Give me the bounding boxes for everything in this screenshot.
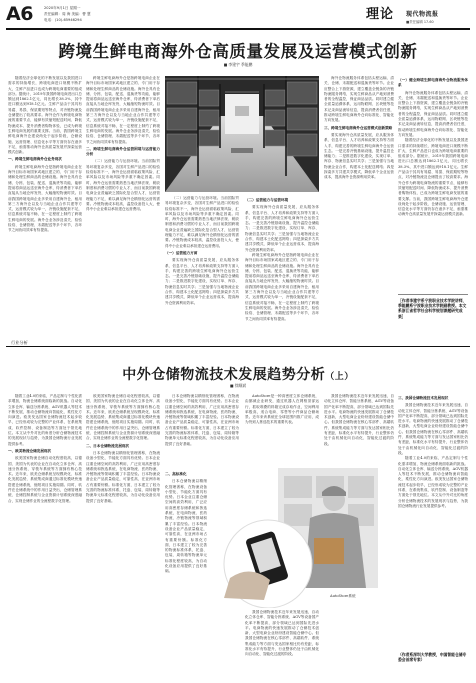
article1-paragraph: 海外仓物流服务体系包括头程运输、清关、仓储、末端配送和退换货等环节。企业应整合上下游资源，建立覆盖全链条的冷链物流服务网络，实现生鲜商品从产地到消费者的全程温控，保证商品品质。同时建立健全质量追溯体系，运用物联网、区块链等技术记录商品流转信息，提高消费者信任度，推动跨境生鲜电商海外仓向标准化、智能化方向发展。 — [398, 90, 468, 137]
article1-byline: ■ 李建宇 季能鹏 — [223, 62, 253, 67]
section-divider — [6, 346, 470, 347]
article1-paragraph: 要实现海外仓高质量发展，应从服务体系、信息平台、人才培养和政策支持等方面入手，构建完善的跨境生鲜电商海外仓运营生态。一是完善冷链基础设施，提升温控仓储能力；二是推进数字化建设，实现订单、库存、物流信息实时共享；三是加强与当地物流企业合作，构建本土化配送网络；四是探索多方共建共享模式，降低单个企业运营成本，提高海外仓资源利用效率。 — [165, 258, 239, 305]
article2-paragraph: 日本仓储物流以精细化管理著称，在物流设备小型化、节能化方面具有优势。日本企业注重仓储空间的高效利用，广泛应用高密度存储系统和拣选系统，在电商物流、医药物流、冷链物流等领域积累了丰富经验。日本物流设备企业产品质量稳定，可靠性高，在亚洲市场占有重要份额。标准化方面，日本建立了较为完善的物流标准体系，托盘、包装、周转箱等物流单元标准化程度较高，为自动化设备应用提供了良好基础。 — [86, 450, 160, 503]
article2-paragraph: 欧美国家物流仓储自动化程度较高，以德国、美国为代表的企业在自动化立体仓库、高速分拣系统、穿梭车系统等方面拥有核心技术。近年来，欧美仓储系统呈现模块化、标准化发展趋势，系统集成商通过标准化模块快速搭建仓储系统，缩短项目实施周期。同时，软件在仓储系统中的作用日益突出，仓储管理系统、仓储控制系统与企业资源计划系统深度融合，实现仓储作业的全流程数字化管理。 — [8, 456, 82, 503]
article1-paragraph: 海外仓物流服务体系包括头程运输、清关、仓储、末端配送和退换货等环节。企业应整合上下游资源，建立覆盖全链条的冷链物流服务网络，实现生鲜商品从产地到消费者的全程温控，保证商品品质。同时建立健全质量追溯体系，运用物联网、区块链等技术记录商品流转信息，提高消费者信任度，推动跨境生鲜电商海外仓向标准化、智能化方向发展。 — [324, 76, 394, 123]
masthead-rule — [6, 28, 470, 30]
article2-paragraph: 日本仓储物流以精细化管理著称，在物流设备小型化、节能化方面具有优势。日本企业注重仓储空间的高效利用，广泛应用高密度存储系统和拣选系统，在电商物流、医药物流、冷链物流等领域积累了丰富经验。日本物流设备企业产品质量稳定，可靠性高，在亚洲市场占有重要份额。标准化方面，日本建立了较为完善的物流标准体系，托盘、包装、周转箱等物流单元标准化程度较高，为自动化设备应用提供了良好基础。 — [165, 394, 239, 446]
article2-paragraph: 欧美国家物流仓储自动化程度较高，以德国、美国为代表的企业在自动化立体仓库、高速分拣系统、穿梭车系统等方面拥有核心技术。近年来，欧美仓储系统呈现模块化、标准化发展趋势，系统集成商通过标准化模块快速搭建仓储系统，缩短项目实施周期。同时，软件在仓储系统中的作用日益突出，仓储管理系统、仓储控制系统与企业资源计划系统深度融合，实现仓储作业的全流程数字化管理。 — [86, 394, 160, 441]
article1-column-6 — [398, 76, 468, 290]
article1-column-3 — [165, 196, 239, 338]
article2-paragraph: 随着工业4.0的来临，产品定制与个性化需求增加，物流仓储系统面临新的挑战。自动化立体仓库、输送分拣系统、AGV机器人等技术不断发展，推动仓储物流向智能化、柔性化方向演进。欧美发达国家仓储物流技术起步较早，已经形成较为完整的产业体系，在系统集成、软件控制、设备制造等方面处于领先地位。本文从中外对比的角度分析仓储物流技术的发展现状与趋势，为我国仓储物流行业发展提供参考。 — [398, 456, 468, 508]
issue-date: 2020年9月1日 星期一 — [44, 6, 81, 10]
article1-subhead: 二、跨境生鲜电商海外仓运营困境与运营能力分析 — [86, 146, 160, 157]
section-tag: 行业分析 — [8, 340, 31, 346]
article2-column-4 — [245, 394, 319, 466]
article1-subhead: 三、跨境生鲜电商海外仓运营模式创新策略 — [324, 125, 393, 130]
article1-paragraph: （二）运营能力与运营环境。当前国际贸易环境复杂多变，各国对生鲜产品进口的检验检疫标准不一，海外仓运营面临政策风险、汇率风险以及市场风险等多重不确定因素。同时，海外仓运营需要熟悉当地法律法规、税收制度和消费习惯的专业人才，而目前我国跨境电商企业普遍缺乏国际化复合型人才，运营管理能力不足，难以满足海外仓精细化运营的需要。冷链物流成本较高，温控设备投入大，使得中小企业难以承担建仓运营费用。 — [86, 159, 160, 212]
article1-paragraph: 要实现海外仓高质量发展，应从服务体系、信息平台、人才培养和政策支持等方面入手，构建完善的跨境生鲜电商海外仓运营生态。一是完善冷链基础设施，提升温控仓储能力；二是推进数字化建设，实现订单、库存、物流信息实时共享；三是加强与当地物流企业合作，构建本土化配送网络；四是探索多方共建共享模式，降低单个企业运营成本，提高海外仓资源利用效率。 — [245, 205, 319, 252]
article2-column-5 — [324, 394, 394, 466]
article1-paragraph: 跨境生鲜电商海外仓是指跨境电商企业在海外目标市场国家或地区建立的、专门用于存储和处理生鲜商品的仓储设施。海外仓具有仓储、分拣、包装、配送、退换货等功能，能够提前将商品运送至海外仓库，待消费者下单后直接从当地仓库发货，大幅缩短物流时效。目前我国跨境电商企业多采用自建海外仓、租用第三方海外仓以及与当地企业合作共建等方式，运营模式较为单一，冷链设施配套不足，信息系统对接不畅，在一定程度上制约了跨境生鲜电商的发展。海外仓业务涉及清关、检验检疫、仓储管理、末端配送等多个环节，各环节之间协同效率有待提高。 — [86, 76, 160, 144]
article1-paragraph: 跨境生鲜电商海外仓是指跨境电商企业在海外目标市场国家或地区建立的、专门用于存储和处理生鲜商品的仓储设施。海外仓具有仓储、分拣、包装、配送、退换货等功能，能够提前将商品运送至海外仓库，待消费者下单后直接从当地仓库发货，大幅缩短物流时效。目前我国跨境电商企业多采用自建海外仓、租用第三方海外仓以及与当地企业合作共建等方式，运营模式较为单一，冷链设施配套不足，信息系统对接不畅，在一定程度上制约了跨境生鲜电商的发展。海外仓业务涉及清关、检验检疫、仓储管理、末端配送等多个环节，各环节之间协同效率有待提高。 — [245, 252, 319, 321]
article2-title-part: （上） — [325, 372, 354, 382]
article2-subhead: 一、欧美物流仓储发展现状 — [8, 448, 52, 453]
warehouse-photo — [165, 76, 319, 192]
article1-author-note: ［作者李建宇系宁波职业技术学院讲师，季能鹏系宁波职业技术学院副教授。本文系浙江省哲学社会科学规划课题研究成果］ — [398, 298, 467, 319]
warehouse-aisle-image — [165, 76, 319, 192]
article1-subhead: （一）运营能力方面 — [165, 250, 198, 255]
article1-title: 跨境生鲜电商海外仓高质量发展及运营模式创新 — [58, 42, 418, 61]
article2-subhead: 三、我国仓储物流技术发展现状 — [398, 396, 449, 400]
article2-paragraph: 我国仓储物流技术近年来发展迅速，自动化立体仓库、智能分拣系统、AGV等设备国产化率不断提高，部分领域已达到国际先进水平。电商物流的快速发展推动了仓储技术创新，大型电商企业纷纷建设智能仓储中心。但我国仓储物流在核心零部件、高端软件、系统集成能力等方面与发达国家相比仍有差距，标准化水平有待提升，行业整体仍处于由机械化向自动化、智能化过渡的阶段。 — [324, 394, 394, 446]
worker-tablet-image — [210, 468, 378, 608]
article2-paragraph: 我国仓储物流技术近年来发展迅速，自动化立体仓库、智能分拣系统、AGV等设备国产化率不断提高，部分领域已达到国际先进水平。电商物流的快速发展推动了仓储技术创新，大型电商企业纷纷建设智能仓储中心。但我国仓储物流在核心零部件、高端软件、系统集成能力等方面与发达国家相比仍有差距，标准化水平有待提升，行业整体仍处于由机械化向自动化、智能化过渡的阶段。 — [398, 403, 468, 455]
section-brand — [362, 2, 470, 26]
paper-name: 现代物流报 — [406, 11, 439, 18]
editor-line: 责任编辑：周 海 美编：曹 慧 — [44, 12, 91, 16]
article2-column-5-gap — [382, 470, 394, 676]
article2-paragraph: AutoStore是一种高密度立体仓储系统，由挪威企业研发，通过机器人在网格顶部运行，抓取堆叠的料箱完成存取作业，空间利用率极高，适合电商、零售等小件商品仓储场景。近年来该系统在全球范围内推广应用，成为货到人拣选技术的重要代表。 — [245, 394, 319, 425]
article2-paragraph: 随着工业4.0的来临，产品定制与个性化需求增加，物流仓储系统面临新的挑战。自动化立体仓库、输送分拣系统、AGV机器人等技术不断发展，推动仓储物流向智能化、柔性化方向演进。欧美发达国家仓储物流技术起步较早，已经形成较为完整的产业体系，在系统集成、软件控制、设备制造等方面处于领先地位。本文从中外对比的角度分析仓储物流技术的发展现状与趋势，为我国仓储物流行业发展提供参考。 — [8, 394, 82, 446]
article1-column-4 — [245, 196, 319, 338]
article2-column-6 — [398, 394, 468, 618]
article2-column-3b — [165, 470, 207, 676]
article2-column-1 — [8, 394, 82, 676]
logistics-photo — [210, 468, 378, 608]
article1-column-5 — [324, 76, 394, 338]
article1-subhead: （一）健全跨境生鲜电商海外仓物流服务体系 — [398, 78, 468, 88]
article2-column-2 — [86, 394, 160, 676]
masthead-meta — [44, 5, 91, 23]
article2-author-note: （作者系深圳大学教授，中国智能仓储专委会首席专家） — [398, 652, 467, 663]
article2-paragraph: 我国仓储物流技术近年来发展迅速，自动化立体仓库、智能分拣系统、AGV等设备国产化率不断提高，部分领域已达到国际先进水平。电商物流的快速发展推动了仓储技术创新，大型电商企业纷纷建设智能仓储中心。但我国仓储物流在核心零部件、高端软件、系统集成能力等方面与发达国家相比仍有差距，标准化水平有待提升，行业整体仍处于由机械化向自动化、智能化过渡的阶段。 — [245, 610, 319, 657]
article1-paragraph: （二）运营能力与运营环境。当前国际贸易环境复杂多变，各国对生鲜产品进口的检验检疫标准不一，海外仓运营面临政策风险、汇率风险以及市场风险等多重不确定因素。同时，海外仓运营需要熟悉当地法律法规、税收制度和消费习惯的专业人才，而目前我国跨境电商企业普遍缺乏国际化复合型人才，运营管理能力不足，难以满足海外仓精细化运营的需要。冷链物流成本较高，温控设备投入大，使得中小企业难以承担建仓运营费用。 — [165, 196, 239, 248]
article1-paragraph: 跨境生鲜电商海外仓是指跨境电商企业在海外目标市场国家或地区建立的、专门用于存储和处理生鲜商品的仓储设施。海外仓具有仓储、分拣、包装、配送、退换货等功能，能够提前将商品运送至海外仓库，待消费者下单后直接从当地仓库发货，大幅缩短物流时效。目前我国跨境电商企业多采用自建海外仓、租用第三方海外仓以及与当地企业合作共建等方式，运营模式较为单一，冷链设施配套不足，信息系统对接不畅，在一定程度上制约了跨境生鲜电商的发展。海外仓业务涉及清关、检验检疫、仓储管理、末端配送等多个环节，各环节之间协同效率有待提高。 — [8, 164, 82, 233]
author-note-rule — [398, 294, 468, 295]
article2-column-3 — [165, 394, 239, 466]
article2-title — [0, 364, 476, 384]
article2-subhead: 二、高标准化 — [165, 472, 187, 476]
article2-byline: ■ 徐顺斌 — [229, 383, 247, 388]
article2-column-4b — [245, 610, 319, 676]
article1-paragraph: 随着经济全球化的不断发展以及我国进口需求的持续增长，跨境电商进口规模不断扩大，生鲜产品进口也成为跨境电商重要的组成部分。据统计，2019年我国跨境电商进出口总额达到1862.1亿元，同比增长38.3%，其中进口额达到918.1亿元。生鲜产品由于其具有易腐、易损、保质期短等特点，对冷链物流及仓储提出了较高要求。海外仓作为跨境电商物流的重要节点，能够有效缩短配送时间、降低物流成本、提升消费者购物体验，已成为跨境生鲜电商发展的重要支撑。当前，我国跨境生鲜电商海外仓建设尚处于起步阶段，仓储设施、运营管理、信息化水平等方面仍存在诸多不足，亟需推动海外仓高质量发展并探索运营模式创新。 — [8, 76, 82, 155]
edit-note: ■责任编辑 17-60 — [406, 20, 434, 24]
section-name: 理论 — [366, 7, 395, 22]
article1-subhead: 一、跨境生鲜电商海外仓业务现状 — [8, 157, 62, 162]
article2-paragraph: 日本仓储物流以精细化管理著称，在物流设备小型化、节能化方面具有优势。日本企业注重仓储空间的高效利用，广泛应用高密度存储系统和拣选系统，在电商物流、医药物流、冷链物流等领域积累了丰富经验。日本物流设备企业产品质量稳定，可靠性高，在亚洲市场占有重要份额。标准化方面，日本建立了较为完善的物流标准体系，托盘、包装、周转箱等物流单元标准化程度较高，为自动化设备应用提供了良好基础。 — [165, 479, 207, 574]
article1-paragraph: 要实现海外仓高质量发展，应从服务体系、信息平台、人才培养和政策支持等方面入手，构建完善的跨境生鲜电商海外仓运营生态。一是完善冷链基础设施，提升温控仓储能力；二是推进数字化建设，实现订单、库存、物流信息实时共享；三是加强与当地物流企业合作，构建本土化配送网络；四是探索多方共建共享模式，降低单个企业运营成本，提高海外仓资源利用效率。 — [324, 132, 394, 180]
article1-subhead: （二）运营能力与运营环境 — [245, 198, 289, 202]
page-number: A6 — [6, 3, 33, 25]
article2-subhead: 二、日本仓储物流发展现状 — [86, 443, 130, 448]
masthead — [0, 0, 476, 28]
article2-title-main: 中外仓储物流技术发展趋势分析 — [122, 367, 326, 383]
article1-paragraph: 随着经济全球化的不断发展以及我国进口需求的持续增长，跨境电商进口规模不断扩大，生鲜产品进口也成为跨境电商重要的组成部分。据统计，2019年我国跨境电商进出口总额达到1862.1亿元，同比增长38.3%，其中进口额达到918.1亿元。生鲜产品由于其具有易腐、易损、保质期短等特点，对冷链物流及仓储提出了较高要求。海外仓作为跨境电商物流的重要节点，能够有效缩短配送时间、降低物流成本、提升消费者购物体验，已成为跨境生鲜电商发展的重要支撑。当前，我国跨境生鲜电商海外仓建设尚处于起步阶段，仓储设施、运营管理、信息化水平等方面仍存在诸多不足，亟需推动海外仓高质量发展并探索运营模式创新。 — [398, 138, 468, 217]
photo-caption: AutoStore系统 — [330, 594, 356, 598]
phone-line: 电话：(10)-65946294 — [44, 18, 82, 22]
article1-column-2 — [86, 76, 160, 338]
article1-column-1 — [8, 76, 82, 338]
